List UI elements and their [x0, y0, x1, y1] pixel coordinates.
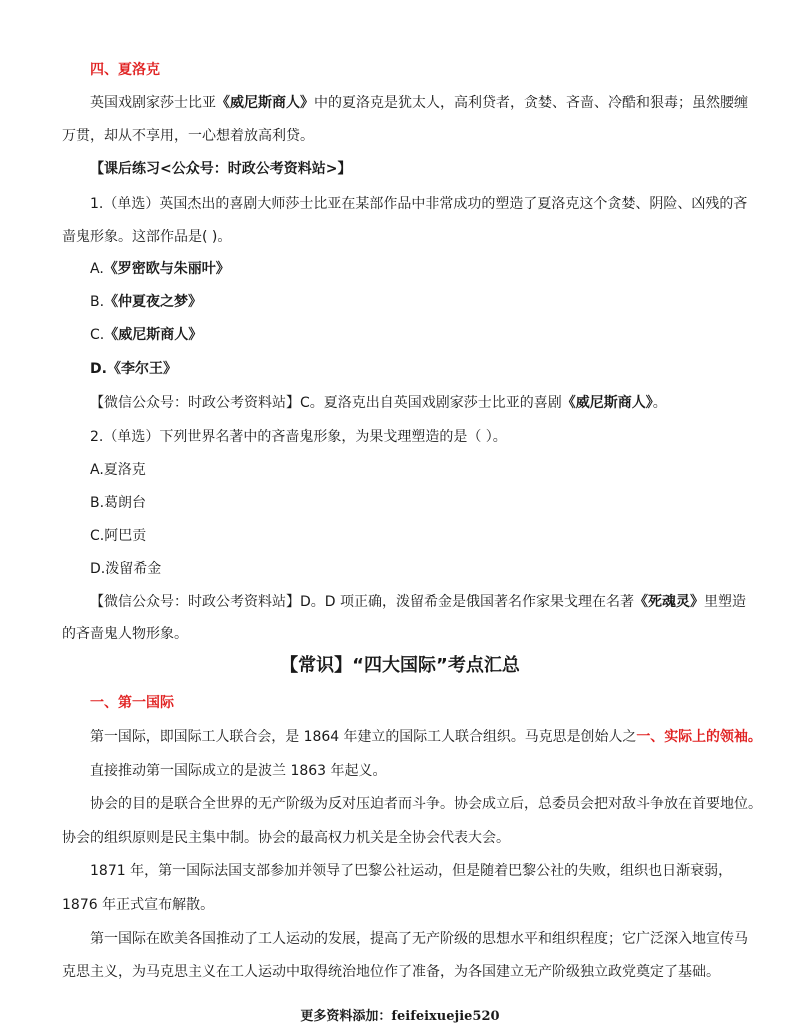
first-international-p3-line1: 协会的目的是联合全世界的无产阶级为反对压迫者而斗争。协会成立后，总委员会把对敌斗争放在首要地位。	[90, 796, 762, 812]
answer2-line2: 的吝啬鬼人物形象。	[62, 626, 188, 642]
first-international-p4-line1: 1871 年，第一国际法国支部参加并领导了巴黎公社运动，但是随着巴黎公社的失败，组织也日渐衰弱，	[90, 863, 733, 879]
exercise-header: 【课后练习<公众号：时政公考资料站>】	[90, 161, 352, 177]
q1-option-b: B.《仲夏夜之梦》	[90, 294, 203, 310]
answer2-line1: 【微信公众号：时政公考资料站】D。D 项正确，泼留希金是俄国著名作家果戈理在名著《死魂灵》里塑造	[90, 594, 747, 610]
question2: 2.（单选）下列世界名著中的吝啬鬼形象，为果戈理塑造的是（ ）。	[90, 429, 507, 445]
q1-option-d: D.《李尔王》	[90, 361, 177, 377]
q2-option-b: B.葛朗台	[90, 495, 147, 511]
question1-line2: 啬鬼形象。这部作品是( )。	[62, 229, 232, 245]
first-international-p5-line2: 克思主义，为马克思主义在工人运动中取得统治地位作了准备，为各国建立无产阶级独立政党奠定了基础。	[62, 964, 720, 980]
paragraph-shylock-line2: 万贯，却从不享用，一心想着放高利贷。	[62, 128, 314, 144]
q1-option-c: C.《威尼斯商人》	[90, 327, 203, 343]
q2-option-c: C.阿巴贡	[90, 528, 147, 544]
first-international-p2: 直接推动第一国际成立的是波兰 1863 年起义。	[90, 763, 387, 779]
q2-option-a: A.夏洛克	[90, 462, 146, 478]
first-international-p4-line2: 1876 年正式宣布解散。	[62, 897, 215, 913]
section-heading-first-international: 一、第一国际	[90, 695, 174, 711]
first-international-p1: 第一国际，即国际工人联合会，是 1864 年建立的国际工人联合组织。马克思是创始人之一、实际上的领袖。	[90, 729, 762, 745]
footer-note: 更多资料添加：feifeixuejie520	[300, 1009, 500, 1024]
main-heading: 【常识】“四大国际”考点汇总	[280, 655, 520, 676]
q2-option-d: D.泼留希金	[90, 561, 162, 577]
q1-option-a: A.《罗密欧与朱丽叶》	[90, 261, 230, 277]
question1-line1: 1.（单选）英国杰出的喜剧大师莎士比亚在某部作品中非常成功的塑造了夏洛克这个贪婪、阴险、凶残的吝	[90, 196, 748, 212]
first-international-p5-line1: 第一国际在欧美各国推动了工人运动的发展，提高了无产阶级的思想水平和组织程度；它广泛深入地宣传马	[90, 931, 748, 947]
first-international-p3-line2: 协会的组织原则是民主集中制。协会的最高权力机关是全协会代表大会。	[62, 830, 510, 846]
answer1: 【微信公众号：时政公考资料站】C。夏洛克出自英国戏剧家莎士比亚的喜剧《威尼斯商人》。	[90, 395, 667, 411]
paragraph-shylock-line1: 英国戏剧家莎士比亚《威尼斯商人》中的夏洛克是犹太人，高利贷者，贪婪、吝啬、冷酷和狠毒；虽然腰缠	[90, 95, 748, 111]
section-heading-shylock: 四、夏洛克	[90, 62, 160, 78]
